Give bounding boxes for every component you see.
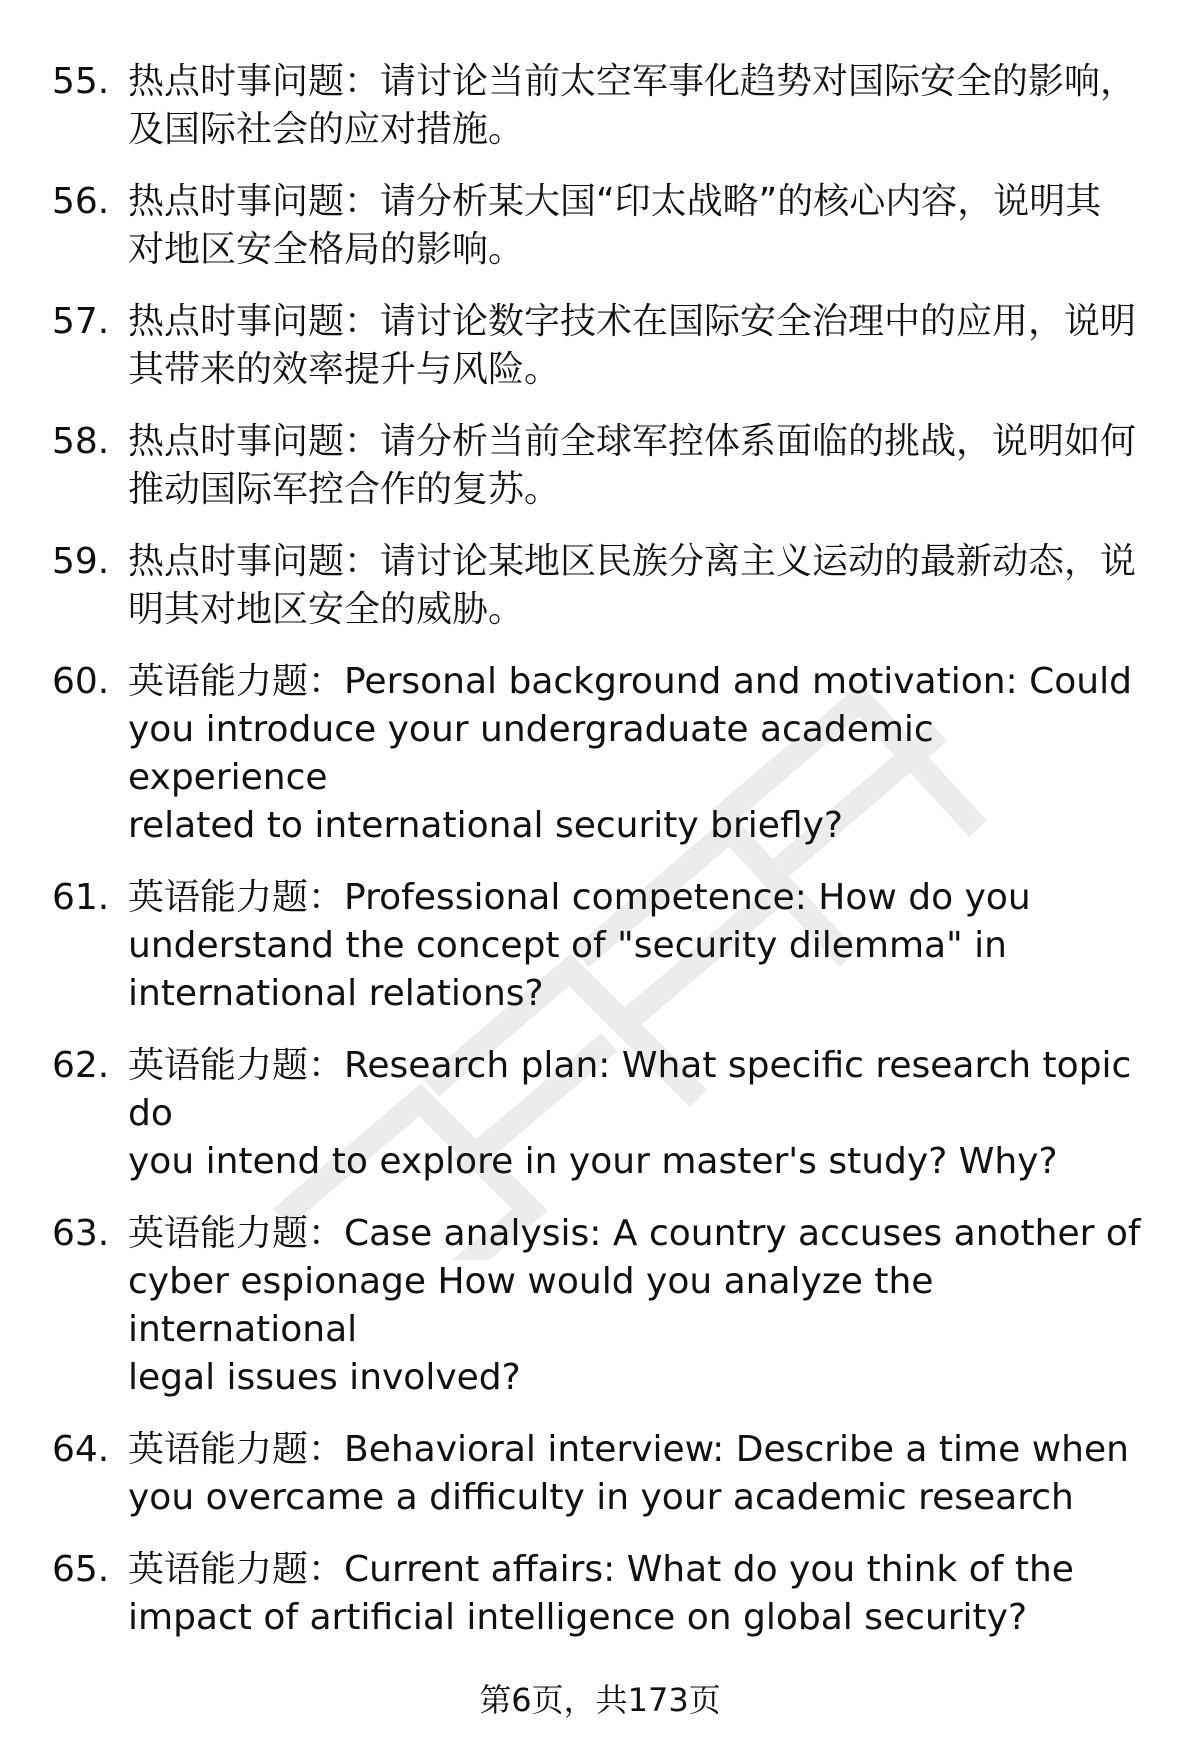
question-number: 58. <box>52 421 110 462</box>
question-text: 英语能力题：Current affairs: What do you think of the impact of artificial intelligence on global security? <box>128 1549 1074 1638</box>
question-text: 英语能力题：Research plan: What specific research topic do you intend to explore in your master's study? Why? <box>128 1045 1132 1182</box>
question-number: 61. <box>52 877 110 918</box>
question-item-57 <box>52 298 1142 394</box>
question-text: 英语能力题：Case analysis: A country accuses another of cyber espionage How would you analyze the international legal issues involved? <box>128 1213 1141 1398</box>
question-item-55 <box>52 58 1142 154</box>
page-footer: 第6页，共173页 <box>479 1681 721 1719</box>
question-item-63 <box>52 1210 1142 1402</box>
question-number: 65. <box>52 1549 110 1590</box>
question-item-56 <box>52 178 1142 274</box>
question-item-61 <box>52 874 1142 1018</box>
question-item-62 <box>52 1042 1142 1186</box>
question-text: 热点时事问题：请分析某大国“印太战略”的核心内容，说明其 对地区安全格局的影响。 <box>128 181 1102 270</box>
question-number: 56. <box>52 181 110 222</box>
question-item-59 <box>52 538 1142 634</box>
question-number: 57. <box>52 301 110 342</box>
question-number: 63. <box>52 1213 110 1254</box>
question-text: 热点时事问题：请讨论某地区民族分离主义运动的最新动态，说 明其对地区安全的威胁。 <box>128 541 1137 630</box>
question-item-58 <box>52 418 1142 514</box>
question-text: 热点时事问题：请讨论当前太空军事化趋势对国际安全的影响， 及国际社会的应对措施。 <box>128 61 1137 150</box>
question-number: 64. <box>52 1429 110 1470</box>
question-item-64 <box>52 1426 1142 1522</box>
question-number: 60. <box>52 661 110 702</box>
question-text: 热点时事问题：请讨论数字技术在国际安全治理中的应用，说明 其带来的效率提升与风险。 <box>128 301 1137 390</box>
question-number: 55. <box>52 61 110 102</box>
question-text: 英语能力题：Behavioral interview: Describe a time when you overcame a difficulty in your academic research <box>128 1429 1129 1518</box>
question-item-60 <box>52 658 1142 850</box>
question-number: 59. <box>52 541 110 582</box>
question-item-65 <box>52 1546 1142 1642</box>
question-text: 英语能力题：Professional competence: How do you understand the concept of "security dilemma" in international relations? <box>128 877 1031 1014</box>
question-text: 热点时事问题：请分析当前全球军控体系面临的挑战，说明如何 推动国际军控合作的复苏。 <box>128 421 1137 510</box>
question-list <box>52 58 1142 1642</box>
question-text: 英语能力题：Personal background and motivation: Could you introduce your undergraduate academic experience related to international security briefly? <box>128 661 1132 846</box>
question-number: 62. <box>52 1045 110 1086</box>
